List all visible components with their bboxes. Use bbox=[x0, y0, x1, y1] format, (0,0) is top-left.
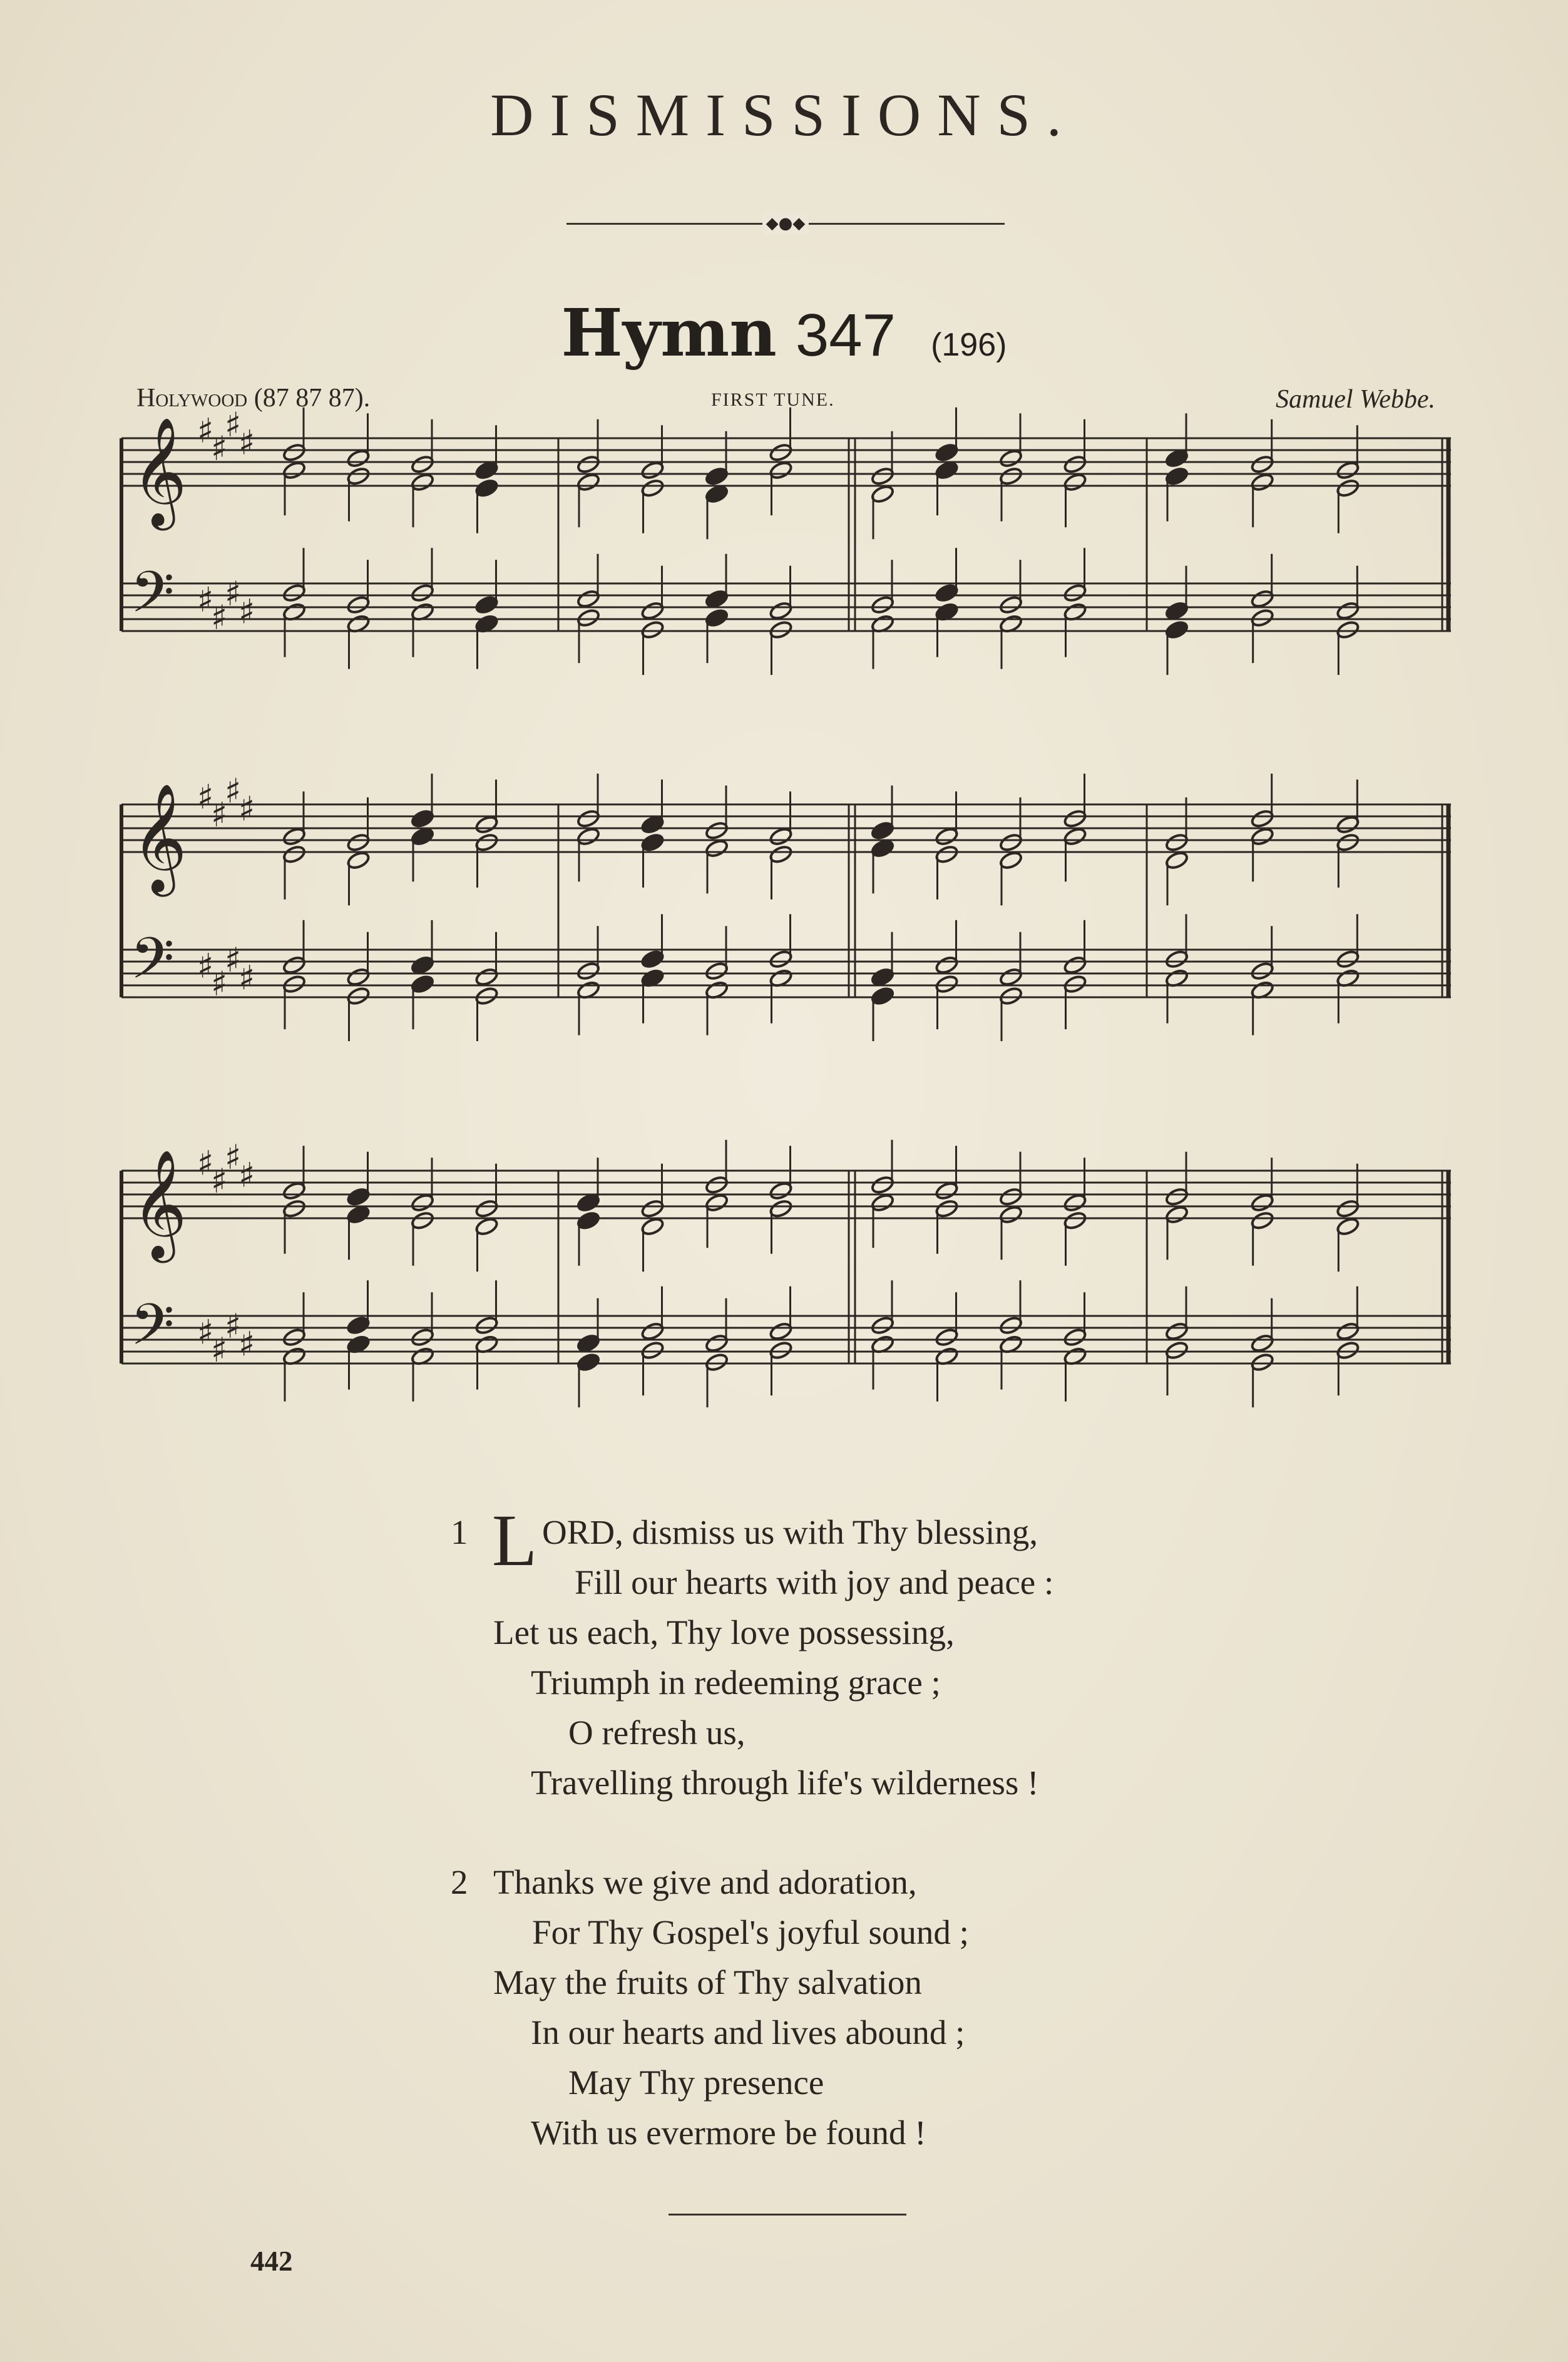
sharp-icon: ♯ bbox=[211, 429, 228, 468]
hymn-word: Hymn bbox=[561, 294, 777, 371]
music-score bbox=[119, 405, 1458, 1452]
verse-number: 1 bbox=[451, 1513, 468, 1551]
sharp-icon: ♯ bbox=[238, 958, 255, 998]
sharp-icon: ♯ bbox=[225, 771, 242, 811]
hymn-alt-number: (196) bbox=[931, 327, 1007, 363]
sharp-icon: ♯ bbox=[197, 777, 214, 817]
hymn-verses bbox=[451, 1499, 1054, 2207]
sharp-icon: ♯ bbox=[238, 592, 255, 632]
sharp-icon: ♯ bbox=[211, 795, 228, 834]
bass-clef-icon: 𝄢 bbox=[130, 1291, 175, 1372]
stanza-2 bbox=[451, 1857, 1053, 2158]
page-number: 442 bbox=[250, 2246, 293, 2277]
verse-line: O refresh us, bbox=[568, 1713, 746, 1752]
footer-rule bbox=[669, 2214, 906, 2216]
bass-clef-icon: 𝄢 bbox=[130, 925, 175, 1005]
verse-line: May the fruits of Thy salvation bbox=[493, 1963, 922, 2001]
verse-line: Triumph in redeeming grace ; bbox=[531, 1663, 941, 1702]
sharp-icon: ♯ bbox=[197, 411, 214, 451]
section-title: DISMISSIONS. bbox=[490, 81, 1078, 148]
verse-line: With us evermore be found ! bbox=[531, 2113, 926, 2152]
ornament-icon: ◆●◆ bbox=[762, 213, 809, 234]
sharp-icon: ♯ bbox=[197, 946, 214, 986]
sharp-icon: ♯ bbox=[211, 1161, 228, 1201]
treble-clef-icon: 𝄞 bbox=[131, 1149, 187, 1258]
hymn-heading bbox=[0, 294, 1568, 371]
sharp-icon: ♯ bbox=[197, 580, 214, 620]
sharp-icon: ♯ bbox=[225, 940, 242, 980]
verse-line: May Thy presence bbox=[568, 2063, 824, 2102]
sharp-icon: ♯ bbox=[225, 1137, 242, 1177]
sharp-icon: ♯ bbox=[225, 405, 242, 444]
drop-cap: L bbox=[492, 1499, 538, 1581]
stanza-1 bbox=[451, 1499, 1054, 1808]
treble-clef-icon: 𝄞 bbox=[131, 783, 187, 892]
verse-line: In our hearts and lives abound ; bbox=[531, 2013, 965, 2051]
verse-line: For Thy Gospel's joyful sound ; bbox=[532, 1913, 969, 1951]
composer-name: Samuel Webbe. bbox=[1275, 385, 1435, 414]
verse-text: ORD, dismiss us with Thy blessing, bbox=[542, 1513, 1038, 1551]
sharp-icon: ♯ bbox=[211, 964, 228, 1004]
hymn-number: 347 bbox=[795, 302, 896, 369]
verse-number: 2 bbox=[451, 1863, 468, 1901]
verse-text: Thanks we give and adoration, bbox=[493, 1863, 917, 1901]
verse-line: Fill our hearts with joy and peace : bbox=[575, 1563, 1054, 1601]
sharp-icon: ♯ bbox=[225, 1307, 242, 1346]
verse-line: Travelling through life's wilderness ! bbox=[531, 1764, 1039, 1802]
sharp-icon: ♯ bbox=[211, 598, 228, 637]
sharp-icon: ♯ bbox=[238, 789, 255, 829]
verse-line bbox=[451, 1499, 1053, 1581]
sharp-icon: ♯ bbox=[197, 1143, 214, 1183]
sharp-icon: ♯ bbox=[238, 1324, 255, 1364]
treble-clef-icon: 𝄞 bbox=[131, 417, 187, 526]
tune-name: Holywood (87 87 87). bbox=[136, 384, 371, 413]
verse-line: Let us each, Thy love possessing, bbox=[493, 1613, 955, 1651]
sharp-icon: ♯ bbox=[197, 1312, 214, 1352]
verse-line bbox=[451, 1857, 1053, 1908]
sharp-icon: ♯ bbox=[238, 423, 255, 463]
sharp-icon: ♯ bbox=[238, 1155, 255, 1195]
bass-clef-icon: 𝄢 bbox=[130, 559, 175, 639]
tune-label: FIRST TUNE. bbox=[711, 389, 835, 410]
sharp-icon: ♯ bbox=[211, 1330, 228, 1370]
sharp-icon: ♯ bbox=[225, 574, 242, 614]
